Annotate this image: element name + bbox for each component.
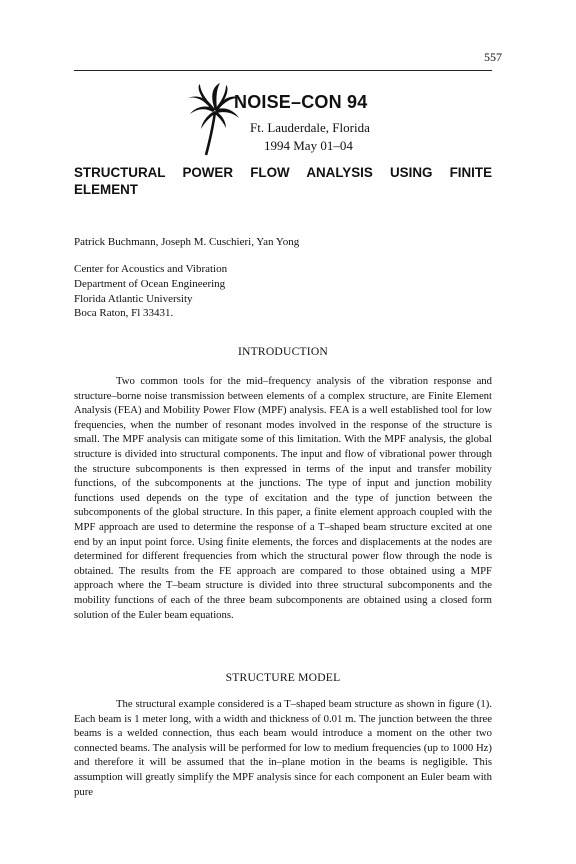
affiliation-line: Center for Acoustics and Vibration	[74, 263, 228, 275]
affiliation-line: Florida Atlantic University	[74, 292, 193, 305]
section-heading-introduction: INTRODUCTION	[238, 345, 328, 358]
structure-model-paragraph: The structural example considered is a T–shaped beam structure as shown in figure (1). Each beam is 1 meter long, with a width and thickness of 0.01 m. The junction between the three beams is a welded connection, thus each beam would introduce a moment on the other two connected beams. The analysis will be performed for low to medium frequencies (up to 1000 Hz) and therefore it will be assumed that the in–plane motion in the beams is negligible. This assumption will greatly simplify the MPF analysis since for each component an Euler beam with pure	[74, 698, 492, 798]
conference-date: 1994 May 01–04	[264, 138, 353, 153]
affiliation-line: Department of Ocean Engineering	[74, 277, 226, 290]
section-heading-structure-model: STRUCTURE MODEL	[225, 671, 341, 684]
page-number: 557	[484, 50, 502, 64]
introduction-paragraph: Two common tools for the mid–frequency analysis of the vibration response and structure–borne noise transmission between elements of a complex structure, are Finite Element Analysis (FEA) and Mobility Power Flow (MPF) analysis. FEA is a well established tool for low frequencies, when the number of resonant modes involved in the response of the structure is small. The MPF analysis can mitigate some of this limitation. With the MPF analysis, the global structure is divided into structural components. The input and flow of vibrational power through the structure subcomponents is then expressed in terms of the input and transfer mobility functions, of the subcomponents at the junctions. The type of input and junction mobility functions used depends on the type of excitation and the type of junction between the subcomponents of the global structure. In this paper, a finite element approach coupled with the MPF approach are used to determine the response of a T–shaped beam structure excited at one end by an input point force. Using finite elements, the forces and displacements at the nodes are determined for different frequencies from which the structural power flow through the node is obtained. The results from the FE approach are compared to those obtained using a MPF approach where the T–beam structure is divided into three structural subcomponents and the mobility functions of each of the three beam subcomponents are obtained using a closed form solution of the Euler beam equations.	[74, 375, 492, 621]
conference-name: NOISE–CON 94	[234, 92, 368, 112]
conference-location: Ft. Lauderdale, Florida	[250, 120, 370, 135]
header-rule	[74, 70, 492, 71]
paper-title: STRUCTURAL POWER FLOW ANALYSIS USING FINITE ELEMENT	[74, 165, 492, 197]
affiliation-line: Boca Raton, Fl 33431.	[74, 307, 174, 320]
paper-authors: Patrick Buchmann, Joseph M. Cuschieri, Yan Yong	[74, 236, 300, 248]
affiliation-block	[74, 262, 227, 321]
